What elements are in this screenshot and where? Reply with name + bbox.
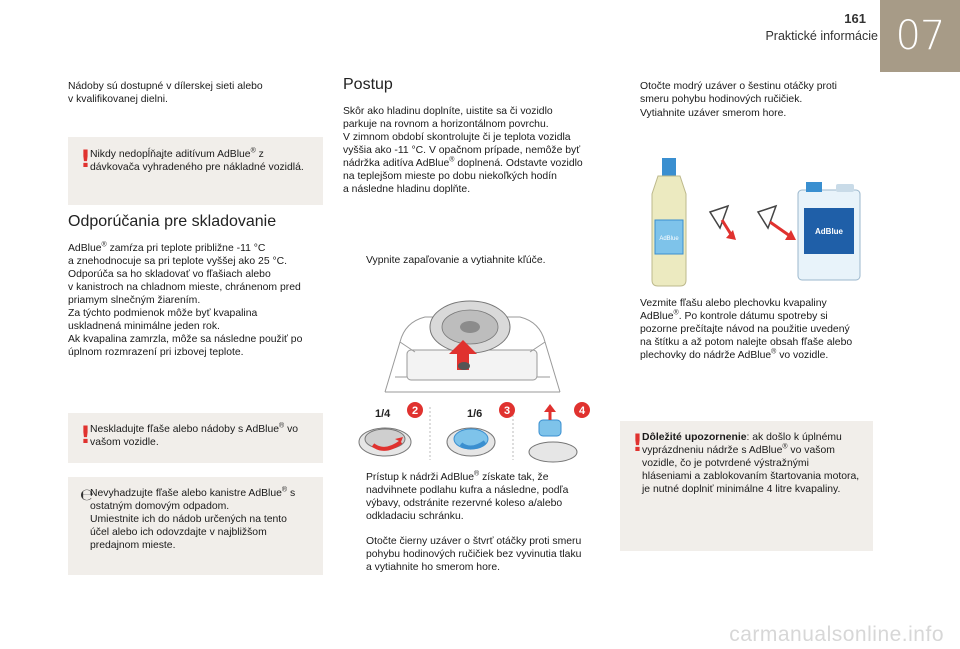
pour-arrows bbox=[710, 206, 796, 240]
text-line: Odporúča sa ho skladovať vo fľašiach alebo bbox=[68, 269, 271, 280]
step-text bbox=[640, 80, 880, 106]
eco-icon: ℮ bbox=[80, 485, 94, 504]
text-line: je nutné doplniť minimálne 4 litre kvapaliny. bbox=[642, 484, 841, 495]
bottle-label: AdBlue bbox=[659, 236, 679, 242]
text-line: predajnom mieste. bbox=[90, 540, 176, 551]
step-text: Vytiahnite uzáver smerom hore. bbox=[640, 108, 787, 119]
text-fragment: z bbox=[255, 149, 264, 160]
important-box bbox=[620, 421, 873, 551]
procedure-intro bbox=[343, 105, 603, 196]
warning-text bbox=[90, 423, 320, 449]
quarter-turn-label: 1/4 bbox=[375, 408, 391, 420]
text-fragment: : ak došlo k úplnému bbox=[746, 432, 842, 443]
step-black-cap bbox=[346, 535, 608, 574]
text-line: vyššia ako -11 °C. V opačnom prípade, nemôže byť bbox=[343, 145, 581, 156]
warning-box-storage bbox=[68, 413, 323, 463]
storage-heading: Odporúčania pre skladovanie bbox=[68, 213, 277, 230]
text-line: Nevyhadzujte fľaše alebo kanistre AdBlue® s bbox=[90, 486, 296, 499]
text-line: úplnom rozmrazení pri izbovej teplote. bbox=[68, 347, 244, 358]
step-text: Vypnite zapaľovanie a vytiahnite kľúče. bbox=[366, 255, 546, 266]
text-line: účel alebo ich odovzdajte v najbližšom bbox=[90, 527, 267, 538]
warning-icon: ! bbox=[80, 145, 91, 173]
step-text bbox=[640, 297, 882, 362]
text-line: Umiestnite ich do nádob určených na tento bbox=[90, 514, 287, 525]
text-line: a znehodnocuje sa pri teplote vyššej ako 25 °C. bbox=[68, 256, 288, 267]
text-line: Prístup k nádrži AdBlue® získate tak, že bbox=[366, 470, 549, 483]
chapter-tab: 07 bbox=[880, 0, 960, 72]
step-blue-cap bbox=[620, 80, 880, 106]
text-line: Nikdy nedopĺňajte aditívum AdBlue bbox=[90, 149, 251, 160]
step-text bbox=[366, 471, 608, 523]
sixth-turn-label: 1/6 bbox=[467, 408, 483, 420]
section-title: Praktické informácie bbox=[765, 29, 878, 43]
text-line: výbavy, odstránite rezervné koleso a/alebo bbox=[366, 498, 563, 509]
text-line: Ak kvapalina zamrzla, môže sa následne použiť po bbox=[68, 334, 303, 345]
text-line: v kvalifikovanej dielni. bbox=[68, 94, 168, 105]
text-line: parkuje na rovnom a horizontálnom povrchu. bbox=[343, 119, 549, 130]
step-badge-4-label: 4 bbox=[578, 405, 586, 417]
text-line: vašom vozidle. bbox=[90, 437, 159, 448]
text-line: v kanistroch na chladnom mieste, chránenom pred bbox=[68, 282, 301, 293]
text-line: Skôr ako hladinu doplníte, uistite sa či vozidlo bbox=[343, 106, 553, 117]
text-line: AdBlue®. Po kontrole dátumu spotreby si bbox=[640, 309, 828, 322]
watermark: carmanualsonline.info bbox=[729, 623, 944, 646]
adblue-canister bbox=[798, 182, 860, 280]
adblue-bottle bbox=[652, 158, 686, 286]
bottle-canister-illustration bbox=[640, 150, 870, 290]
registered-mark: ® bbox=[250, 147, 256, 155]
step-ignition bbox=[346, 254, 606, 267]
step-remove-cap bbox=[620, 107, 880, 120]
boot-caps-illustration bbox=[345, 282, 600, 467]
warning-box-dispenser bbox=[68, 137, 323, 205]
text-line: na štítku a až potom nalejte obsah fľaše alebo bbox=[640, 337, 853, 348]
text-line: smeru pohybu hodinových ručičiek. bbox=[640, 94, 803, 105]
step-access-tank bbox=[346, 471, 608, 523]
text-line: odkladaciu schránku. bbox=[366, 511, 464, 522]
warning-text bbox=[90, 148, 320, 174]
step-badge-2-label: 2 bbox=[411, 405, 419, 417]
eco-text bbox=[90, 487, 320, 552]
text-line: nádržka aditíva AdBlue® doplnená. Odstavte vozidlo bbox=[343, 156, 583, 169]
step-badge-3-label: 3 bbox=[503, 405, 511, 417]
text-line: dávkovača vyhradeného pre nákladné vozidlá. bbox=[90, 162, 304, 173]
black-cap-drawing bbox=[359, 428, 411, 456]
text-line: Vezmite fľašu alebo plechovku kvapaliny bbox=[640, 298, 827, 309]
page-number: 161 bbox=[844, 11, 866, 26]
lifted-cap-drawing bbox=[529, 404, 577, 462]
text-line: Nádoby sú dostupné v dílerskej sieti alebo bbox=[68, 81, 263, 92]
text-line: a následne hladinu doplňte. bbox=[343, 184, 471, 195]
text-line: priamym slnečným žiarením. bbox=[68, 295, 201, 306]
text-line: Za týchto podmienok môže byť kvapalina bbox=[68, 308, 258, 319]
step-text bbox=[366, 535, 608, 574]
step-pour bbox=[620, 297, 882, 362]
tank-opening bbox=[458, 362, 470, 370]
text-line: Otočte modrý uzáver o šestinu otáčky proti bbox=[640, 81, 837, 92]
procedure-heading: Postup bbox=[343, 76, 393, 93]
important-lines bbox=[642, 444, 872, 496]
text-line: na teplejšom mieste po dobu niekoľkých hodín bbox=[343, 171, 557, 182]
intro-paragraph bbox=[68, 80, 323, 106]
text-line: ostatným domovým odpadom. bbox=[90, 501, 230, 512]
warning-icon: ! bbox=[632, 429, 643, 457]
canister-label: AdBlue bbox=[815, 227, 843, 236]
text-line: Otočte čierny uzáver o štvrť otáčky proti smeru bbox=[366, 536, 582, 547]
text-line: AdBlue® zamŕza pri teplote približne -11 °C bbox=[68, 241, 266, 254]
text-line: hláseniami a zablokovaním štartovania motora, bbox=[642, 471, 860, 482]
text-line: Neskladujte fľaše alebo nádoby s AdBlue® vo bbox=[90, 422, 299, 435]
warning-icon: ! bbox=[80, 421, 91, 449]
text-line: nadvihnete podlahu kufra a následne, podľa bbox=[366, 485, 569, 496]
blue-cap-drawing bbox=[447, 428, 495, 456]
text-line: V zimnom období skontrolujte či je teplota vozidla bbox=[343, 132, 571, 143]
text-line: vozidle, čo je potvrdené výstražnými bbox=[642, 458, 809, 469]
spare-wheel bbox=[430, 301, 510, 353]
text-line: a vytiahnite ho smerom hore. bbox=[366, 562, 500, 573]
text-line: pohybu hodinových ručičiek bez vyvinutia tlaku bbox=[366, 549, 582, 560]
text-line: plechovky do nádrže AdBlue® vo vozidle. bbox=[640, 348, 829, 361]
storage-paragraph bbox=[68, 242, 328, 359]
eco-box bbox=[68, 477, 323, 575]
text-line: vyprázdneniu nádrže s AdBlue® vo vašom bbox=[642, 443, 835, 456]
important-text bbox=[642, 431, 872, 496]
text-line: pozorne prečítajte návod na použitie uvedený bbox=[640, 324, 850, 335]
text-line: uskladnená minimálne jeden rok. bbox=[68, 321, 220, 332]
important-label: Dôležité upozornenie bbox=[642, 432, 747, 443]
